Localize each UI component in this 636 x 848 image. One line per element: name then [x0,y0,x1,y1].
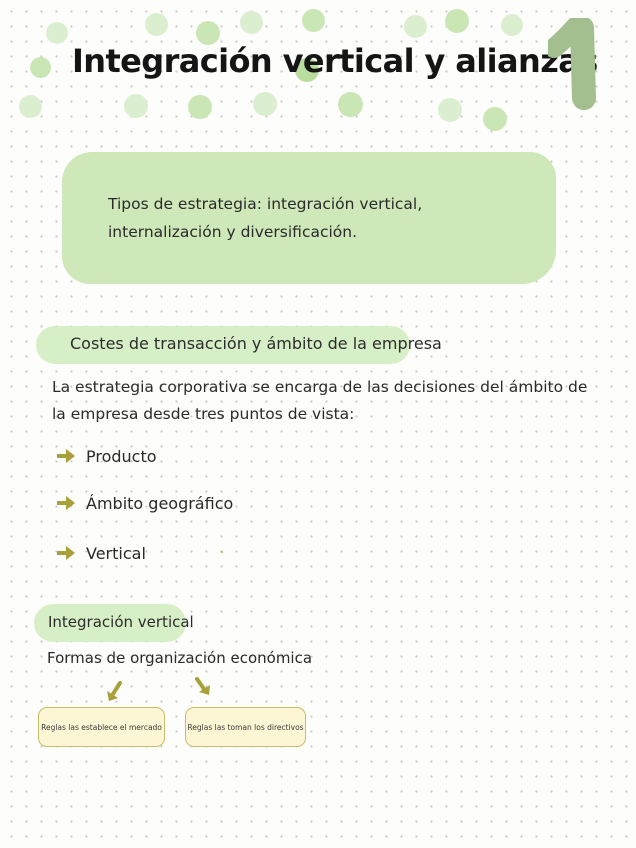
bullet-item [56,540,146,566]
decor-dot [240,11,263,34]
bullet-label: Ámbito geográfico [86,493,234,513]
decor-dot [145,13,168,36]
decor-dot [501,14,523,36]
section-heading-integracion: Integración vertical [48,613,194,631]
bullet-label: Producto [86,446,157,466]
decor-dot [46,22,68,44]
arrow-down-left-icon [104,681,124,703]
decor-dot [404,15,427,38]
decor-dot [19,95,42,118]
intro-paragraph: La estrategia corporativa se encarga de las decisiones del ámbito de la empresa desde tres puntos de vista: [52,378,588,423]
section-heading-costes: Costes de transacción y ámbito de la empresa [70,334,442,353]
bullet-label: Vertical [86,543,146,563]
arrow-right-icon [56,448,76,464]
arrow-right-icon [56,545,76,561]
decor-dot [188,95,212,119]
summary-card [62,152,556,284]
summary-text: Tipos de estrategia: integración vertical, internalización y diversificación. [108,195,423,241]
organization-subtitle: Formas de organización económica [47,649,313,667]
bullet-item [56,443,157,469]
bullet-item [56,490,233,516]
decor-dot [124,94,148,118]
management-rules-box: Reglas las toman los directivos [185,707,306,747]
decor-dot [438,98,462,122]
decor-dot [253,92,277,116]
stray-mark [221,551,223,553]
market-rules-box: Reglas las establece el mercado [38,707,165,747]
arrow-right-icon [56,495,76,511]
arrow-down-right-icon [193,677,213,699]
decor-dot [483,107,507,131]
decor-dot [302,9,325,32]
decor-dot [30,57,51,78]
number-one-brush-icon [548,18,598,112]
decor-dot [445,9,469,33]
page-title: Integración vertical y alianzas [72,42,598,80]
decor-dot [338,92,363,117]
